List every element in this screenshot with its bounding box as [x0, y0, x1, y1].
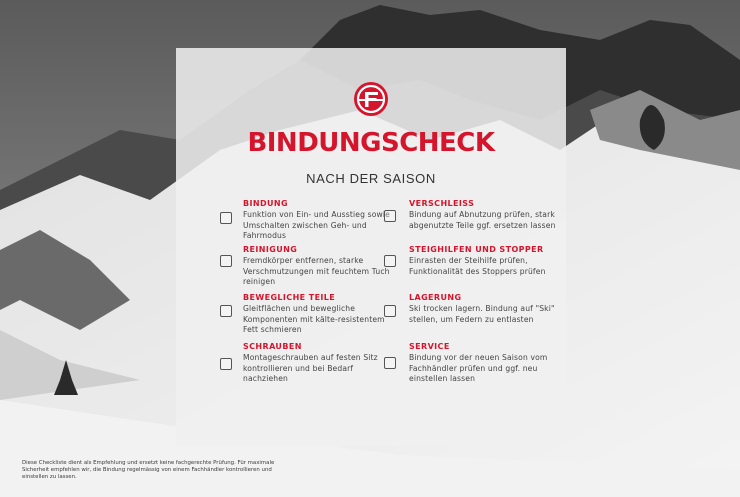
item-heading: SERVICE: [409, 342, 450, 351]
checkbox-icon[interactable]: [384, 305, 396, 317]
checkbox-icon[interactable]: [220, 255, 232, 267]
checklist-item-schrauben: [243, 341, 393, 385]
checklist-item-steighilfen: [409, 244, 559, 277]
checkbox-icon[interactable]: [384, 210, 396, 222]
checkbox-icon[interactable]: [384, 255, 396, 267]
item-text: Bindung vor der neuen Saison vom Fachhändler prüfen und ggf. neu einstellen lassen: [409, 353, 548, 384]
page-title: BINDUNGSCHECK: [247, 128, 495, 158]
item-heading: BEWEGLICHE TEILE: [243, 293, 336, 302]
checklist-item-bewegliche-teile: [243, 292, 393, 336]
item-heading: STEIGHILFEN UND STOPPER: [409, 245, 544, 254]
checkbox-icon[interactable]: [220, 212, 232, 224]
item-text: Fremdkörper entfernen, starke Verschmutzungen mit feuchtem Tuch reinigen: [243, 256, 390, 287]
item-text: Bindung auf Abnutzung prüfen, stark abgenutzte Teile ggf. ersetzen lassen: [409, 210, 556, 230]
checklist-item-bindung: [243, 198, 393, 242]
checklist-card: [176, 48, 566, 446]
item-text: Funktion von Ein- und Ausstieg sowie Umschalten zwischen Geh- und Fahrmodus: [243, 210, 390, 241]
checklist-item-service: [409, 341, 559, 385]
checklist-item-verschleiss: [409, 198, 559, 231]
item-text: Ski trocken lagern. Bindung auf "Ski" stellen, um Federn zu entlasten: [409, 304, 555, 324]
circle-logo-icon: [353, 81, 389, 117]
item-text: Gleitflächen und bewegliche Komponenten mit kälte-resistentem Fett schmieren: [243, 304, 385, 335]
item-heading: SCHRAUBEN: [243, 342, 302, 351]
checkbox-icon[interactable]: [220, 358, 232, 370]
item-heading: REINIGUNG: [243, 245, 298, 254]
item-heading: LAGERUNG: [409, 293, 462, 302]
checkbox-icon[interactable]: [220, 305, 232, 317]
item-text: Montageschrauben auf festen Sitz kontrollieren und bei Bedarf nachziehen: [243, 353, 378, 384]
checklist-item-reinigung: [243, 244, 393, 288]
checkbox-icon[interactable]: [384, 357, 396, 369]
item-heading: BINDUNG: [243, 199, 288, 208]
page-subtitle: NACH DER SAISON: [306, 171, 436, 186]
item-text: Einrasten der Steihilfe prüfen, Funktionalität des Stoppers prüfen: [409, 256, 546, 276]
footer-disclaimer: Diese Checkliste dient als Empfehlung und ersetzt keine fachgerechte Prüfung. Für maximale Sicherheit empfehlen wir, die Bindung regelmässig von einem Fachhändler kontrollieren und einstellen zu lassen.: [22, 460, 275, 480]
item-heading: VERSCHLEISS: [409, 199, 475, 208]
checklist-item-lagerung: [409, 292, 559, 325]
